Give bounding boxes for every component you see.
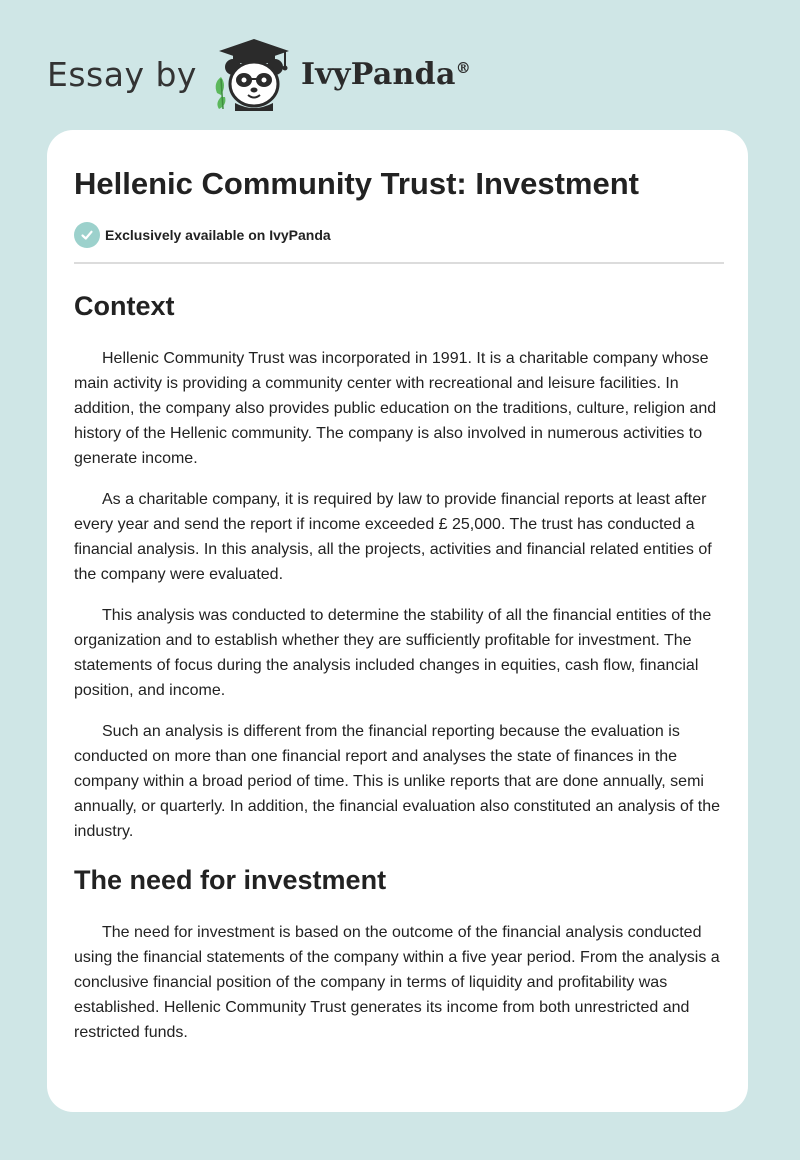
article-card: [47, 130, 748, 1112]
paragraph: The need for investment is based on the outcome of the financial analysis conducted using the financial statements of the company within a five year period. From the analysis a conclusive financial position of the company in terms of liquidity and profitability was established. Hellenic Community Trust generates its income from both unrestricted and restricted funds.: [74, 924, 720, 1041]
section-heading: The need for investment: [74, 865, 387, 895]
panda-logo-icon[interactable]: [211, 37, 297, 111]
registered-mark: ®: [455, 58, 471, 77]
section-context: [74, 290, 724, 844]
paragraph: As a charitable company, it is required by law to provide financial reports at least after every year and send the report if income exceeded £ 25,000. The trust has conducted a financial analysis. In this analysis, all the projects, activities and financial related entities of the company were evaluated.: [74, 491, 712, 583]
essay-by-label: Essay by: [47, 54, 197, 94]
exclusive-badge: [74, 222, 724, 248]
site-header: [47, 34, 471, 114]
article-content: [74, 166, 724, 1045]
paragraph: Such an analysis is different from the financial reporting because the evaluation is conducted on more than one financial report and analyses the state of finances in the company within a broad period of time. This is unlike reports that are done annually, semi annually, or quarterly. In addition, the financial evaluation also constituted an analysis of the industry.: [74, 723, 721, 840]
section-heading: Context: [74, 291, 175, 321]
paragraph: Hellenic Community Trust was incorporated in 1991. It is a charitable company whose main activity is providing a community center with recreational and leisure facilities. In addition, the company also provides public education on the traditions, culture, religion and history of the Hellenic community. The company is also involved in numerous activities to generate income.: [74, 350, 717, 467]
badge-label: Exclusively available on IvyPanda: [105, 227, 331, 243]
page-title: Hellenic Community Trust: Investment: [74, 166, 639, 201]
section-need-for-investment: [74, 864, 724, 1045]
paragraph: This analysis was conducted to determine the stability of all the financial entities of the organization and to establish whether they are sufficiently profitable for investment. The statements of focus during the analysis included changes in equities, cash flow, financial position, and income.: [74, 607, 712, 699]
check-icon: [74, 222, 100, 248]
divider: [74, 262, 724, 264]
brand-name[interactable]: IvyPanda®: [300, 56, 471, 92]
